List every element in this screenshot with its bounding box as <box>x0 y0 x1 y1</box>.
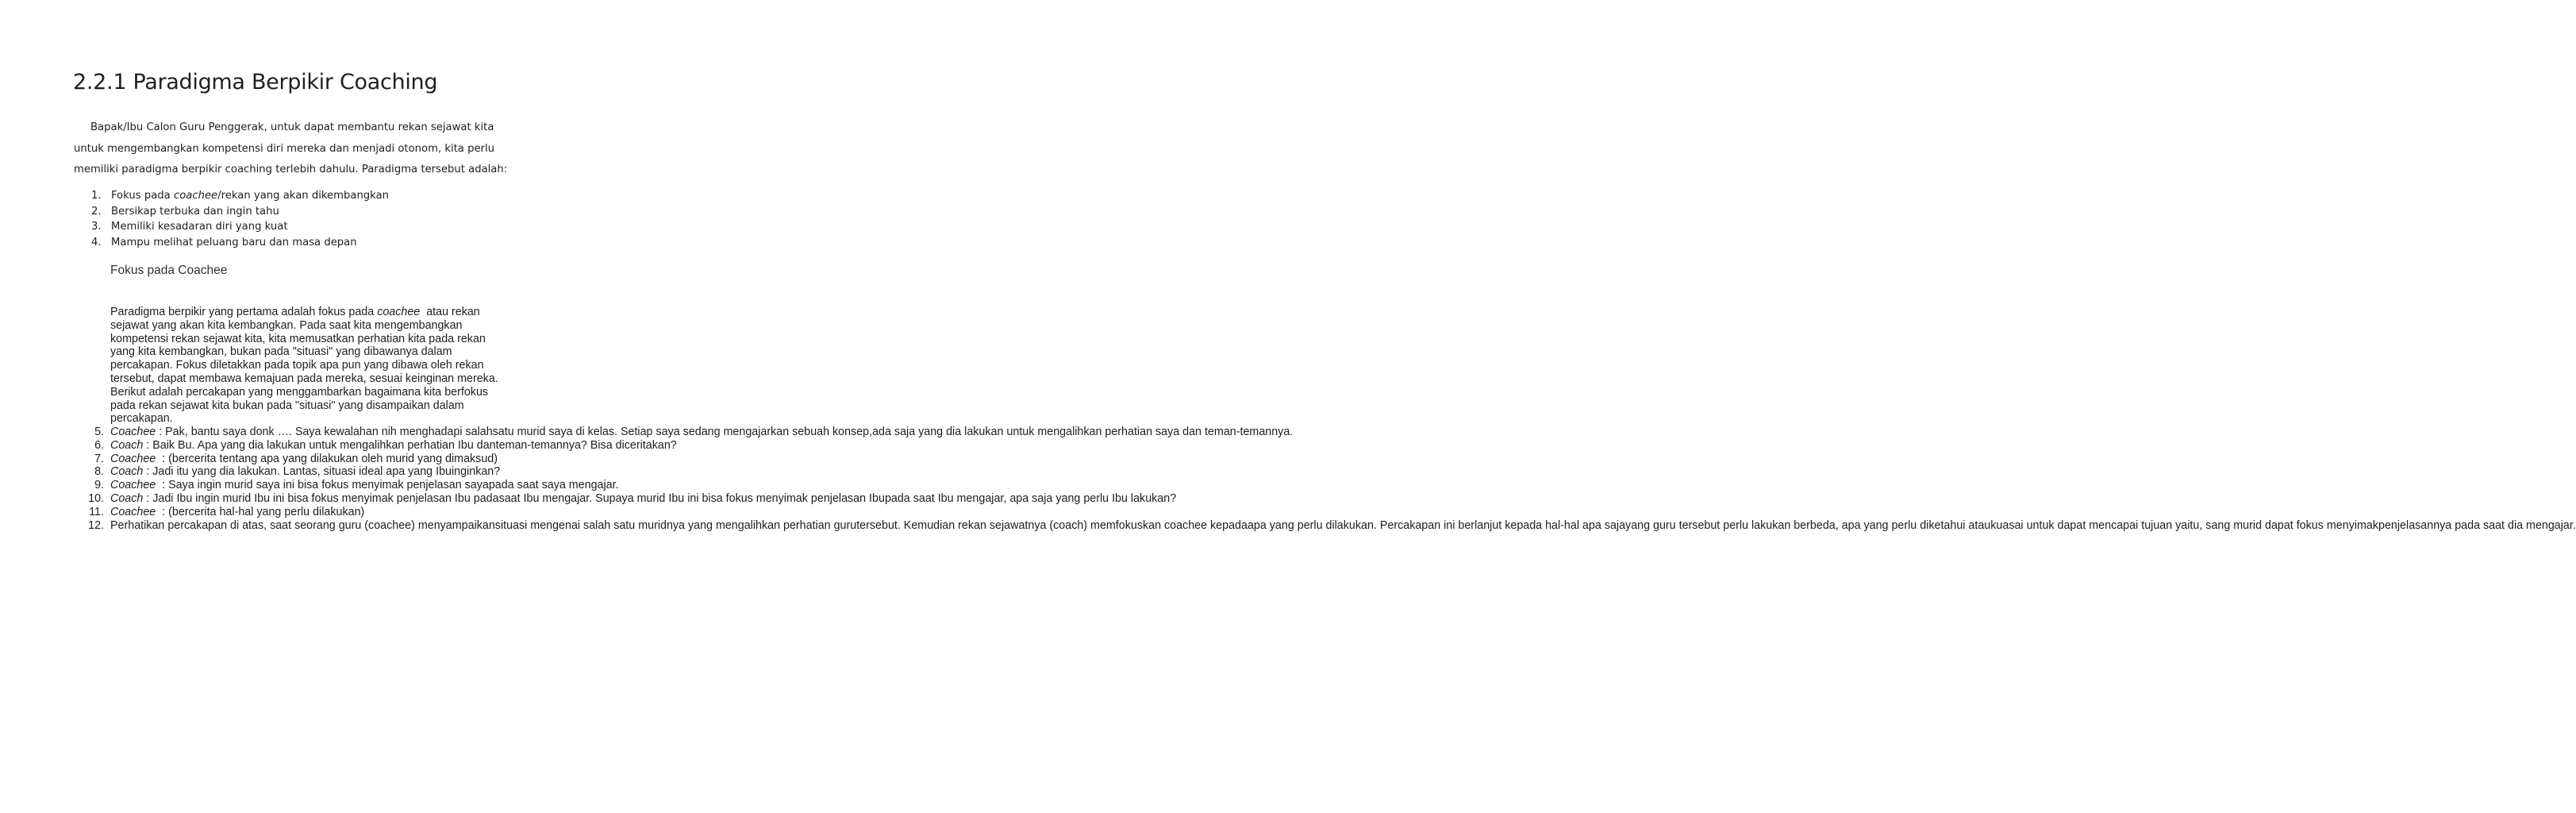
dialog-line <box>499 492 885 505</box>
dialog-line <box>872 426 1240 438</box>
dialog-item <box>74 492 2576 506</box>
dialog-text: kuasai untuk dapat mencapai tujuan yaitu, sang murid dapat fokus menyimak <box>1990 518 2379 532</box>
dialog-text: Perhatikan percakapan di atas, saat seorang guru (coachee) menyampaikan <box>110 518 495 532</box>
dialog-line <box>885 492 1176 505</box>
paragraph-text: Paradigma berpikir yang pertama adalah fokus pada <box>110 306 378 318</box>
dialog-text: satu murid saya di kelas. Setiap saya sedang mengajarkan sebuah konsep, <box>492 426 873 438</box>
dialog-line <box>452 465 500 478</box>
dialog-number: 7. <box>94 452 104 465</box>
dialog-speaker: Coach <box>110 438 144 452</box>
paragraph-line: Berikut adalah percakapan yang menggambarkan bagaimana kita berfokus <box>110 385 489 399</box>
paragraph-line <box>110 306 539 319</box>
page-title: 2.2.1 Paradigma Berpikir Coaching <box>73 70 438 94</box>
section-paragraph <box>110 306 539 426</box>
dialog-text: : Saya ingin murid saya ini bisa fokus menyimak penjelasan saya <box>156 479 489 492</box>
dialog-item <box>74 439 2576 453</box>
dialog-line <box>493 426 872 438</box>
list-item <box>74 204 389 220</box>
list-number: 4. <box>91 236 102 249</box>
paradigm-list <box>74 188 389 250</box>
dialog-line <box>496 439 677 452</box>
dialog-line <box>110 453 498 465</box>
intro-paragraph <box>74 118 542 181</box>
dialog-line <box>1990 519 2378 532</box>
dialog-number: 5. <box>94 426 104 438</box>
dialog-line <box>495 519 856 532</box>
intro-line: Bapak/Ibu Calon Guru Penggerak, untuk dapat membantu rekan sejawat kita <box>90 121 494 133</box>
dialog-text: teman-temannya? Bisa diceritakan? <box>495 438 677 452</box>
list-number: 3. <box>91 221 102 233</box>
dialog-line <box>110 519 495 532</box>
paragraph-line: tersebut, dapat membawa kemajuan pada mereka, sesuai keinginan mereka. <box>110 372 498 385</box>
dialog-line <box>110 479 489 491</box>
dialog-item <box>74 506 2576 519</box>
dialog-text: yang guru tersebut perlu lakukan berbeda, apa yang perlu diketahui atau <box>1625 518 1991 532</box>
dialog-speaker: Coachee <box>110 452 156 465</box>
dialog-item <box>74 479 2576 492</box>
dialog-text: tersebut. Kemudian rekan sejawatnya (coach) memfokuskan coachee kepada <box>856 518 1248 532</box>
dialog-line <box>2378 519 2576 532</box>
dialog-line <box>110 506 364 518</box>
dialog-item <box>74 426 2576 439</box>
dialog-line <box>110 439 496 452</box>
list-text: /rekan yang akan dikembangkan <box>217 190 390 202</box>
list-text: Fokus pada <box>111 190 174 202</box>
dialog-line <box>110 426 493 438</box>
dialog-number: 8. <box>94 465 104 479</box>
dialog-line <box>489 479 619 491</box>
dialog-speaker: Coach <box>110 465 144 479</box>
dialog-number: 12. <box>88 518 104 532</box>
list-number: 1. <box>91 190 102 202</box>
intro-line: memiliki paradigma berpikir coaching terlebih dahulu. Paradigma tersebut adalah: <box>74 164 508 175</box>
dialog-text: pada saat Ibu mengajar, apa saja yang perlu Ibu lakukan? <box>884 491 1177 505</box>
paragraph-line: percakapan. Fokus diletakkan pada topik apa pun yang dibawa oleh rekan <box>110 359 484 372</box>
section-heading: Fokus pada Coachee <box>110 264 228 277</box>
dialog-item <box>74 465 2576 479</box>
paragraph-line: percakapan. <box>110 412 173 426</box>
dialog-text: inginkan? <box>451 465 501 479</box>
paragraph-line: kompetensi rekan sejawat kita, kita memusatkan perhatian kita pada rekan <box>110 332 486 345</box>
list-text-emphasis: coachee <box>173 190 218 202</box>
dialog-number: 6. <box>94 438 104 452</box>
paragraph-text: atau rekan <box>420 306 480 318</box>
dialog-speaker: Coachee <box>110 426 156 438</box>
dialog-list <box>74 426 2576 532</box>
paragraph-line: sejawat yang akan kita kembangkan. Pada saat kita mengembangkan <box>110 318 463 332</box>
paragraph-emphasis: coachee <box>377 306 421 318</box>
dialog-number: 11. <box>89 505 104 518</box>
list-text: Bersikap terbuka dan ingin tahu <box>111 205 279 218</box>
dialog-text: penjelasannya pada saat dia mengajar. <box>2378 518 2576 532</box>
dialog-text: pada saat saya mengajar. <box>488 479 619 492</box>
dialog-line <box>856 519 1248 532</box>
list-number: 2. <box>91 205 102 218</box>
list-item <box>74 188 389 204</box>
list-item <box>74 219 389 235</box>
dialog-text: : Jadi Ibu ingin murid Ibu ini bisa fokus menyimak penjelasan Ibu pada <box>143 491 499 505</box>
dialog-number: 10. <box>88 491 104 505</box>
list-text: Memiliki kesadaran diri yang kuat <box>111 221 288 233</box>
dialog-text: : Jadi itu yang dia lakukan. Lantas, situasi ideal apa yang Ibu <box>143 465 452 479</box>
dialog-line <box>110 492 499 505</box>
dialog-text: : (bercerita tentang apa yang dilakukan oleh murid yang dimaksud) <box>156 452 498 465</box>
dialog-item <box>74 519 2576 533</box>
dialog-speaker: Coachee <box>110 505 156 518</box>
dialog-text: situasi mengenai salah satu muridnya yang mengalihkan perhatian guru <box>494 518 857 532</box>
dialog-text: : (bercerita hal-hal yang perlu dilakukan) <box>156 505 365 518</box>
intro-line: untuk mengembangkan kompetensi diri mereka dan menjadi otonom, kita perlu <box>74 142 494 155</box>
dialog-line <box>110 465 452 478</box>
dialog-text: saat Ibu mengajar. Supaya murid Ibu ini bisa fokus menyimak penjelasan Ibu <box>498 491 885 505</box>
dialog-item <box>74 453 2576 466</box>
paragraph-line: pada rekan sejawat kita bukan pada "situasi" yang disampaikan dalam <box>110 399 464 412</box>
paragraph-line: yang kita kembangkan, bukan pada "situasi" yang dibawanya dalam <box>110 345 452 359</box>
dialog-text: : Baik Bu. Apa yang dia lakukan untuk mengalihkan perhatian Ibu dan <box>143 438 496 452</box>
dialog-speaker: Coach <box>110 491 144 505</box>
dialog-text: temannya. <box>1240 426 1294 438</box>
dialog-line <box>1240 426 1293 438</box>
list-text: Mampu melihat peluang baru dan masa depan <box>111 236 357 249</box>
list-item <box>74 235 389 251</box>
dialog-text: apa yang perlu dilakukan. Percakapan ini berlanjut kepada hal-hal apa saja <box>1247 518 1626 532</box>
dialog-text: ada saja yang dia lakukan untuk mengalihkan perhatian saya dan teman- <box>872 426 1240 438</box>
dialog-line <box>1248 519 1625 532</box>
dialog-line <box>1625 519 1990 532</box>
dialog-number: 9. <box>94 479 104 492</box>
dialog-speaker: Coachee <box>110 479 156 492</box>
dialog-text: : Pak, bantu saya donk …. Saya kewalahan nih menghadapi salah <box>156 426 493 438</box>
